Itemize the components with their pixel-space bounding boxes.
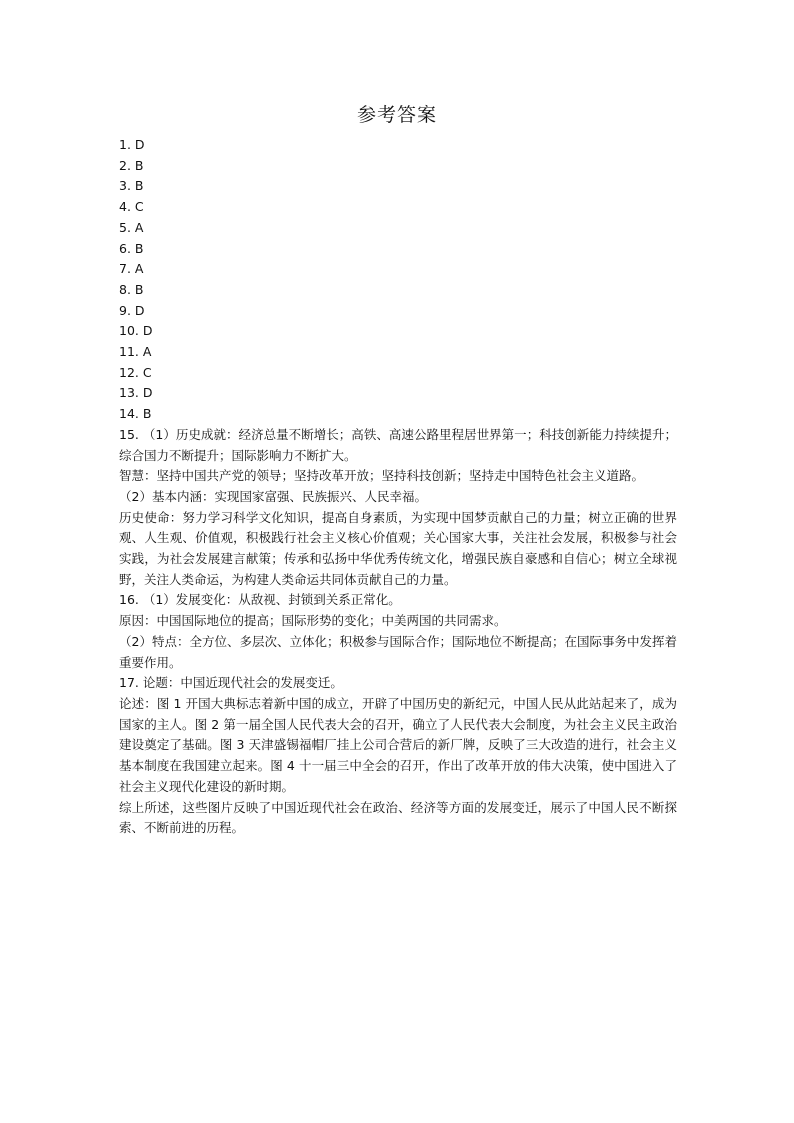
answer-item: 6. B	[119, 240, 144, 256]
answer-item: 12. C	[119, 364, 152, 380]
answers-content	[119, 135, 677, 839]
q15-wisdom: 智慧：坚持中国共产党的领导；坚持改革开放；坚持科技创新；坚持走中国特色社会主义道路。	[119, 468, 645, 484]
q15-connotation: （2）基本内涵：实现国家富强、民族振兴、人民幸福。	[119, 488, 427, 504]
q15-achievements: 15. （1）历史成就：经济总量不断增长；高铁、高速公路里程居世界第一；科技创新能力持续提升；综合国力不断提升；国际影响力不断扩大。	[119, 426, 677, 463]
answer-item: 8. B	[119, 281, 144, 297]
q17-conclusion: 综上所述，这些图片反映了中国近现代社会在政治、经济等方面的发展变迁，展示了中国人民不断探索、不断前进的历程。	[119, 799, 677, 836]
answer-item: 2. B	[119, 157, 144, 173]
answer-item: 14. B	[119, 406, 152, 422]
answer-item: 10. D	[119, 323, 153, 339]
q17-topic: 17. 论题：中国近现代社会的发展变迁。	[119, 675, 343, 691]
answer-item: 3. B	[119, 178, 144, 194]
answer-item: 4. C	[119, 199, 144, 215]
answer-item: 11. A	[119, 344, 152, 360]
q15-mission: 历史使命：努力学习科学文化知识，提高自身素质，为实现中国梦贡献自己的力量；树立正确的世界观、人生观、价值观，积极践行社会主义核心价值观；关心国家大事，关注社会发展，积极参与社会实践，为社会发展建言献策；传承和弘扬中华优秀传统文化，增强民族自豪感和自信心；树立全球视野，关注人类命运，为构建人类命运共同体贡献自己的力量。	[119, 509, 677, 587]
q16-reason: 原因：中国国际地位的提高；国际形势的变化；中美两国的共同需求。	[119, 613, 507, 629]
q16-change: 16. （1）发展变化：从敌视、封锁到关系正常化。	[119, 592, 401, 608]
q17-argument: 论述：图 1 开国大典标志着新中国的成立，开辟了中国历史的新纪元，中国人民从此站起来了，成为国家的主人。图 2 第一届全国人民代表大会的召开，确立了人民代表大会制度，为社会主义民主政治建设奠定了基础。图 3 天津盛锡福帽厂挂上公司合营后的新厂牌，反映了三大改造的进行，社会主义基本制度在我国建立起来。图 4 十一届三中全会的召开，作出了改革开放的伟大决策，使中国进入了社会主义现代化建设的新时期。	[119, 695, 677, 794]
answer-item: 1. D	[119, 137, 145, 152]
answer-item: 7. A	[119, 261, 144, 277]
page-title: 参考答案	[356, 104, 437, 126]
answer-item: 9. D	[119, 302, 145, 318]
answer-item: 13. D	[119, 385, 153, 401]
answer-item: 5. A	[119, 219, 144, 235]
q16-features: （2）特点：全方位、多层次、立体化；积极参与国际合作；国际地位不断提高；在国际事务中发挥着重要作用。	[119, 633, 677, 670]
